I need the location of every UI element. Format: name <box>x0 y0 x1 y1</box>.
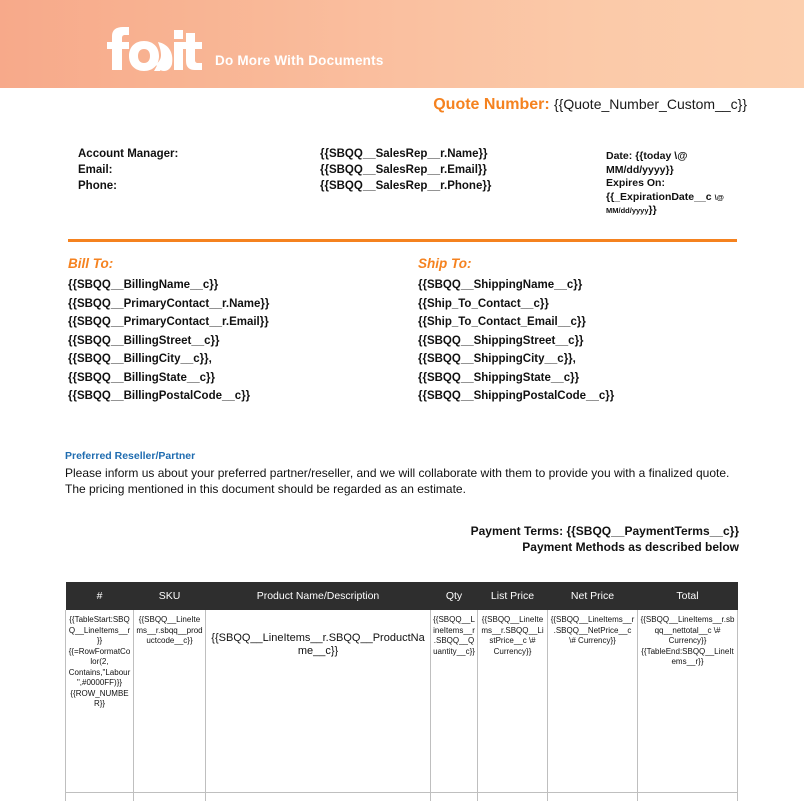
cell-qty: {{SBQQ__LineItems__r.SBQQ__Quantity__c}} <box>431 610 478 792</box>
payment-methods-note: Payment Methods as described below <box>522 540 739 554</box>
bill-to-line: {{SBQQ__BillingState__c}} <box>68 371 216 384</box>
col-header-qty: Qty <box>431 582 478 610</box>
bill-to-line: {{SBQQ__PrimaryContact__r.Email}} <box>68 316 269 328</box>
ship-to-line: {{SBQQ__ShippingName__c}} <box>418 279 583 291</box>
phone-value: {{SBQQ__SalesRep__r.Phone}} <box>320 180 492 192</box>
ship-to-line: {{SBQQ__ShippingStreet__c}} <box>418 334 584 347</box>
quote-number-value: {{Quote_Number_Custom__c}} <box>553 96 747 112</box>
bill-to-block <box>68 256 413 406</box>
cell-net-price <box>548 792 638 801</box>
bill-to-line: {{SBQQ__BillingStreet__c}} <box>68 334 220 347</box>
cell-qty <box>431 792 478 801</box>
date-line <box>606 150 756 164</box>
col-header-list-price: List Price <box>478 582 548 610</box>
preferred-reseller-body <box>65 465 745 497</box>
quote-number-label: Quote Number: <box>433 96 550 113</box>
reseller-body-line: Please inform us about your preferred partner/reseller, and we will collaborate with them to provide you with a finalized quote. <box>65 466 730 480</box>
section-divider <box>68 239 737 242</box>
expires-label: Expires On: <box>606 177 665 189</box>
payment-terms-label: Payment Terms: <box>470 524 564 538</box>
quote-number <box>433 96 747 114</box>
col-header-sku: SKU <box>134 582 206 610</box>
cell-product-name: {{SBQQ__LineItems__r.SBQQ__ProductName__c}} <box>206 610 431 792</box>
account-manager-values <box>320 146 491 194</box>
payment-terms-value: {{SBQQ__PaymentTerms__c}} <box>566 524 739 538</box>
line-items-table <box>65 582 738 801</box>
cell-product-name <box>206 792 431 801</box>
col-header-product-name: Product Name/Description <box>206 582 431 610</box>
date-label: Date: <box>606 150 633 162</box>
phone-label: Phone: <box>78 180 117 192</box>
bill-to-line: {{SBQQ__BillingPostalCode__c}} <box>68 390 251 402</box>
ship-to-line: {{SBQQ__ShippingCity__c}}, <box>418 353 576 365</box>
ship-to-line: {{SBQQ__ShippingState__c}} <box>418 371 580 384</box>
cell-sku: {{SBQQ__LineItems__r.sbqq__productcode__c}} <box>134 610 206 792</box>
table-header-row <box>66 582 738 610</box>
line-items-table-wrapper <box>65 582 737 801</box>
expires-value: {{_ExpirationDate__c <box>606 190 712 203</box>
col-header-net-price: Net Price <box>548 582 638 610</box>
preferred-reseller-title: Preferred Reseller/Partner <box>65 450 196 462</box>
email-label: Email: <box>78 164 113 176</box>
cell-sku <box>134 792 206 801</box>
expires-close-braces: }} <box>648 204 657 216</box>
date-block <box>606 150 756 218</box>
expires-value-line <box>606 191 756 205</box>
table-row <box>66 792 738 801</box>
table-row <box>66 610 738 792</box>
ship-to-title: Ship To: <box>418 256 472 271</box>
brand-logo-group <box>98 26 384 74</box>
col-header-total: Total <box>638 582 738 610</box>
bill-to-line: {{SBQQ__BillingName__c}} <box>68 279 219 291</box>
cell-list-price: {{SBQQ__LineItems__r.SBQQ__ListPrice__c \# Currency}} <box>478 610 548 792</box>
expires-format-pattern: MM/dd/yyyy <box>606 206 649 215</box>
account-manager-value: {{SBQQ__SalesRep__r.Name}} <box>320 148 488 160</box>
ship-to-line: {{SBQQ__ShippingPostalCode__c}} <box>418 390 615 402</box>
ship-to-line: {{Ship_To_Contact__c}} <box>418 297 549 310</box>
expires-format-slash: \@ <box>714 192 724 202</box>
cell-total <box>638 792 738 801</box>
payment-terms-block <box>471 523 739 555</box>
bill-to-line: {{SBQQ__PrimaryContact__r.Name}} <box>68 297 270 310</box>
account-manager-labels <box>78 146 178 194</box>
account-manager-label: Account Manager: <box>78 148 179 160</box>
cell-total: {{SBQQ__LineItems__r.sbqq__nettotal__c \# Currency}}{{TableEnd:SBQQ__LineItems__r}} <box>638 610 738 792</box>
cell-list-price <box>478 792 548 801</box>
expires-format-line <box>606 204 756 218</box>
col-header-number: # <box>66 582 134 610</box>
ship-to-block <box>418 256 763 406</box>
header-banner <box>0 0 804 88</box>
bill-to-title: Bill To: <box>68 256 114 271</box>
cell-row-number <box>66 792 134 801</box>
email-value: {{SBQQ__SalesRep__r.Email}} <box>320 164 487 176</box>
date-value: {{today \@ <box>635 150 688 162</box>
ship-to-line: {{Ship_To_Contact_Email__c}} <box>418 316 586 328</box>
date-format-line: MM/dd/yyyy}} <box>606 163 674 176</box>
brand-tagline: Do More With Documents <box>215 53 384 68</box>
cell-row-number: {{TableStart:SBQQ__LineItems__r}}{{=RowFormatColor(2, Contains,"Labour",#0000FF)}}{{ROW_NUMBER}} <box>66 610 134 792</box>
payment-terms-line <box>471 523 739 539</box>
reseller-body-line: The pricing mentioned in this document should be regarded as an estimate. <box>65 482 466 496</box>
foxit-logo-icon <box>98 26 208 74</box>
cell-net-price: {{SBQQ__LineItems__r.SBQQ__NetPrice__c \# Currency}} <box>548 610 638 792</box>
bill-to-line: {{SBQQ__BillingCity__c}}, <box>68 353 212 365</box>
